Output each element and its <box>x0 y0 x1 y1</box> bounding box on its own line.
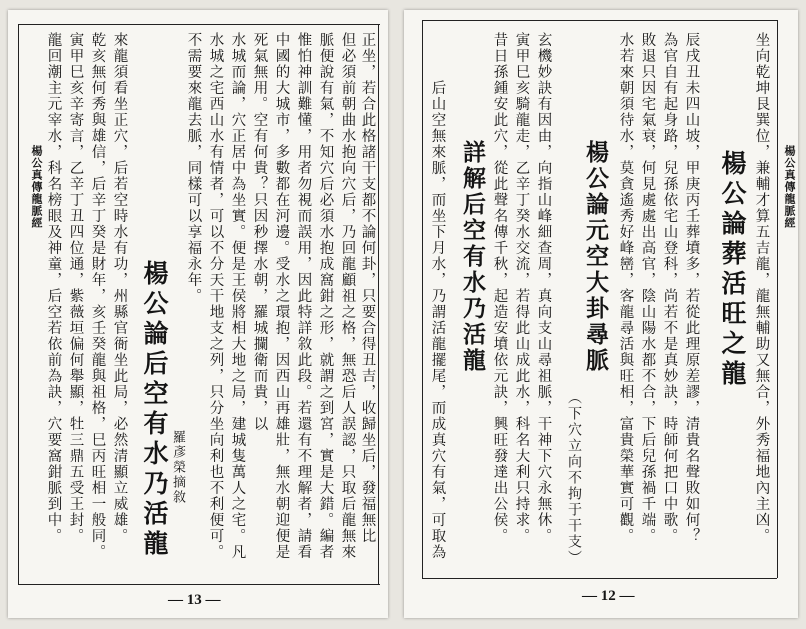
left-page <box>8 10 388 618</box>
left-prose-col-8: 水城之宅西山水有情者，可以不分天干地支之列，只分坐向利也不利便可。 <box>207 32 224 560</box>
left-prose-col-1: 正坐，若合此格諸干支都不論何卦，只要合得丑吉，收歸坐后，發福無比 <box>359 32 376 544</box>
right-title-1: 楊公論葬活旺之龍 <box>718 150 747 390</box>
right-mid-col-3: 昔日孫鍾安此穴，從此聲名傳千秋，起造安墳依元訣，興旺發達出公侯。 <box>491 32 508 544</box>
left-prose-col-2: 但必須前朝曲水抱向穴后，乃回龍顧祖之格，無恐后人誤認，只取后龍無來 <box>339 32 356 560</box>
left-page-title: 楊公論后空有水乃活龍 <box>140 260 169 560</box>
left-prose-col-4: 惟怕神訓難懂，用者勿視而誤用，因此特詳敘此段。若還有不理解者，請看 <box>295 32 312 560</box>
right-top-col-5: 水若來朝須待水，莫貪遙秀好峰巒，客龍尋活與旺相，富貴榮華實可觀。 <box>617 32 634 544</box>
left-prose-col-9: 不需要來龍去脈，同樣可以享福永年。 <box>185 32 202 304</box>
right-title-2: 楊公論元空大卦尋脈 <box>582 140 609 374</box>
left-prose-col-7: 水城而論，穴正居中為坐實。便是王侯將相大地之局，建城隻萬人之宅。凡 <box>229 32 246 560</box>
left-page-outer-rule <box>18 24 19 584</box>
right-title-3: 詳解后空有水乃活龍 <box>459 140 486 374</box>
right-page-inner-rule <box>422 20 423 578</box>
left-prose-col-3: 脈便說有氣，不知穴后必須水抱成窩鉗之形，就謂之到宮，實是大錯。編者 <box>317 32 334 560</box>
right-mid-col-1: 玄機妙訣有因由，向指山峰細查周，真向支山尋祖脈，干神下穴永無休。 <box>535 32 552 544</box>
right-page-bottom-rule <box>422 578 777 579</box>
left-page-signature: 羅彥榮摘敘 <box>170 430 185 505</box>
running-head-right: 楊公真傳龍脈經 <box>783 145 796 229</box>
right-page-outer-rule <box>777 20 778 578</box>
right-top-col-3: 為官自有起身路，兒孫依宅山登科，尚若不是真妙訣，時師何把口中歌。 <box>661 32 678 544</box>
right-page <box>404 10 798 618</box>
right-top-col-2: 辰戌丑未四山坡，甲庚丙壬葬墳多，若從此理原差謬，清貴名聲敗如何？ <box>683 32 700 544</box>
running-head-left: 楊公真傳龍脈經 <box>30 145 43 229</box>
right-mid-col-2: 寅甲巳亥騎龍走，乙辛丁癸水交流，若得此山成此水，科名大利只持求。 <box>513 32 530 544</box>
left-prose-col-5: 中國的大城市，多數都在河邊。受水之環抱，因西山再雄壯，無水朝迎便是 <box>273 32 290 560</box>
left-verse-col-2: 乾亥無何秀與雄信，后辛丁癸是財年，亥壬癸龍與祖格，巳丙旺相一般同。 <box>89 32 106 560</box>
left-verse-col-1: 來龍須看坐正穴，后若空時水有功，州縣官衙坐此局，必然清顯立威雄。 <box>111 32 128 544</box>
right-page-top-rule <box>422 20 777 21</box>
left-verse-col-4: 龍回潮主元宰水，科名榜眼及神童，后空若依前為訣，穴要窩鉗脈到中。 <box>45 32 62 544</box>
left-page-top-rule <box>18 24 380 25</box>
right-title-2-note: （下穴立向不拘于干支） <box>566 390 582 566</box>
right-page-number: — 12 — <box>582 588 635 604</box>
left-page-number: — 13 — <box>168 592 221 608</box>
left-page-inner-rule <box>378 24 379 584</box>
right-top-col-1: 坐向乾坤艮巽位，兼輔才算五吉龍，龍無輔助又無合，外秀福地內主凶。 <box>753 32 770 544</box>
left-prose-col-6: 死氣無用。空有何貴？只因秒擇水朝，羅城攔衛而貴，以 <box>251 32 268 432</box>
right-top-col-4: 敗退只因宅氣衰，何見處處出高官，陰山陽水都不合，下后兒孫禍千端。 <box>639 32 656 544</box>
left-verse-col-3: 寅甲巳亥辛寄言，乙辛丁丑四位通，紫薇垣偏何舉顯，牡三鼎五受王封。 <box>67 32 84 544</box>
right-bottom-col-1: 后山空無來脈，而坐下月水，乃謂活龍擺尾，而成真穴有氣，可取為 <box>429 80 446 560</box>
left-page-bottom-rule <box>18 584 380 585</box>
